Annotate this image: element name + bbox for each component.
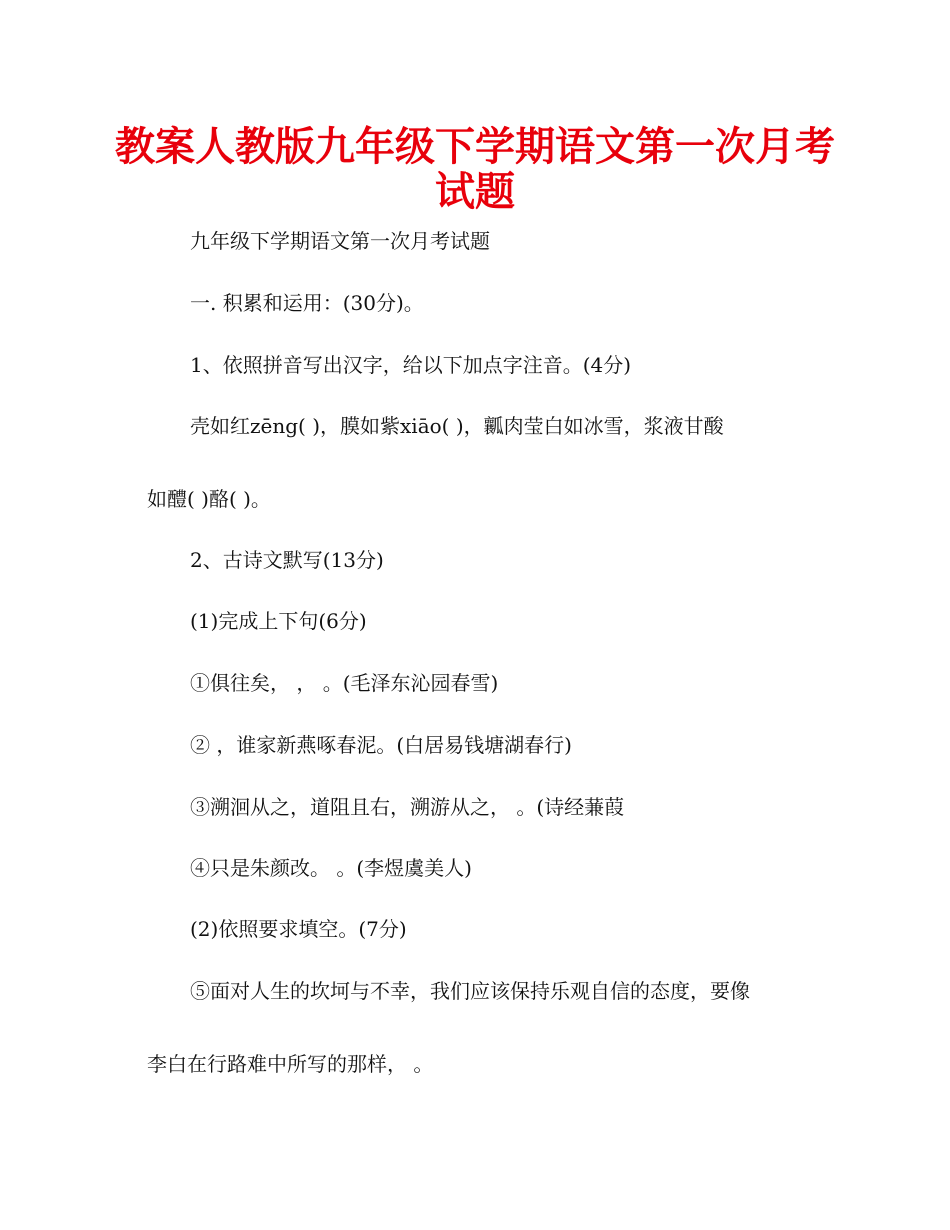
poem-item-5: ⑤面对人生的坎坷与不幸，我们应该保持乐观自信的态度，要像	[190, 979, 750, 1003]
section-heading: 一. 积累和运用：(30分)。	[190, 291, 424, 315]
question-1-text: 壳如红zēng( )，膜如紫xiāo( )，瓤肉莹白如冰雪，浆液甘酸	[190, 414, 724, 438]
document-title-line-1: 教案人教版九年级下学期语文第一次月考	[115, 124, 835, 170]
question-1: 1、依照拼音写出汉字，给以下加点字注音。(4分)	[190, 353, 632, 377]
poem-item-5-cont: 李白在行路难中所写的那样， 。	[147, 1052, 434, 1076]
poem-item-3: ③溯洄从之，道阻且右，溯游从之， 。(诗经蒹葭	[190, 795, 625, 819]
question-2: 2、古诗文默写(13分)	[190, 548, 384, 572]
document-title-line-2: 试题	[435, 169, 515, 215]
question-1-text-cont: 如醴( )酪( )。	[147, 487, 271, 511]
question-2-part-2: (2)依照要求填空。(7分)	[190, 917, 407, 941]
subtitle-line: 九年级下学期语文第一次月考试题	[190, 229, 490, 253]
poem-item-1: ①俱往矣， ， 。(毛泽东沁园春雪)	[190, 671, 499, 695]
question-2-part-1: (1)完成上下句(6分)	[190, 609, 367, 633]
poem-item-4: ④只是朱颜改。 。(李煜虞美人)	[190, 856, 472, 880]
poem-item-2: ② ，谁家新燕啄春泥。(白居易钱塘湖春行)	[190, 733, 572, 757]
